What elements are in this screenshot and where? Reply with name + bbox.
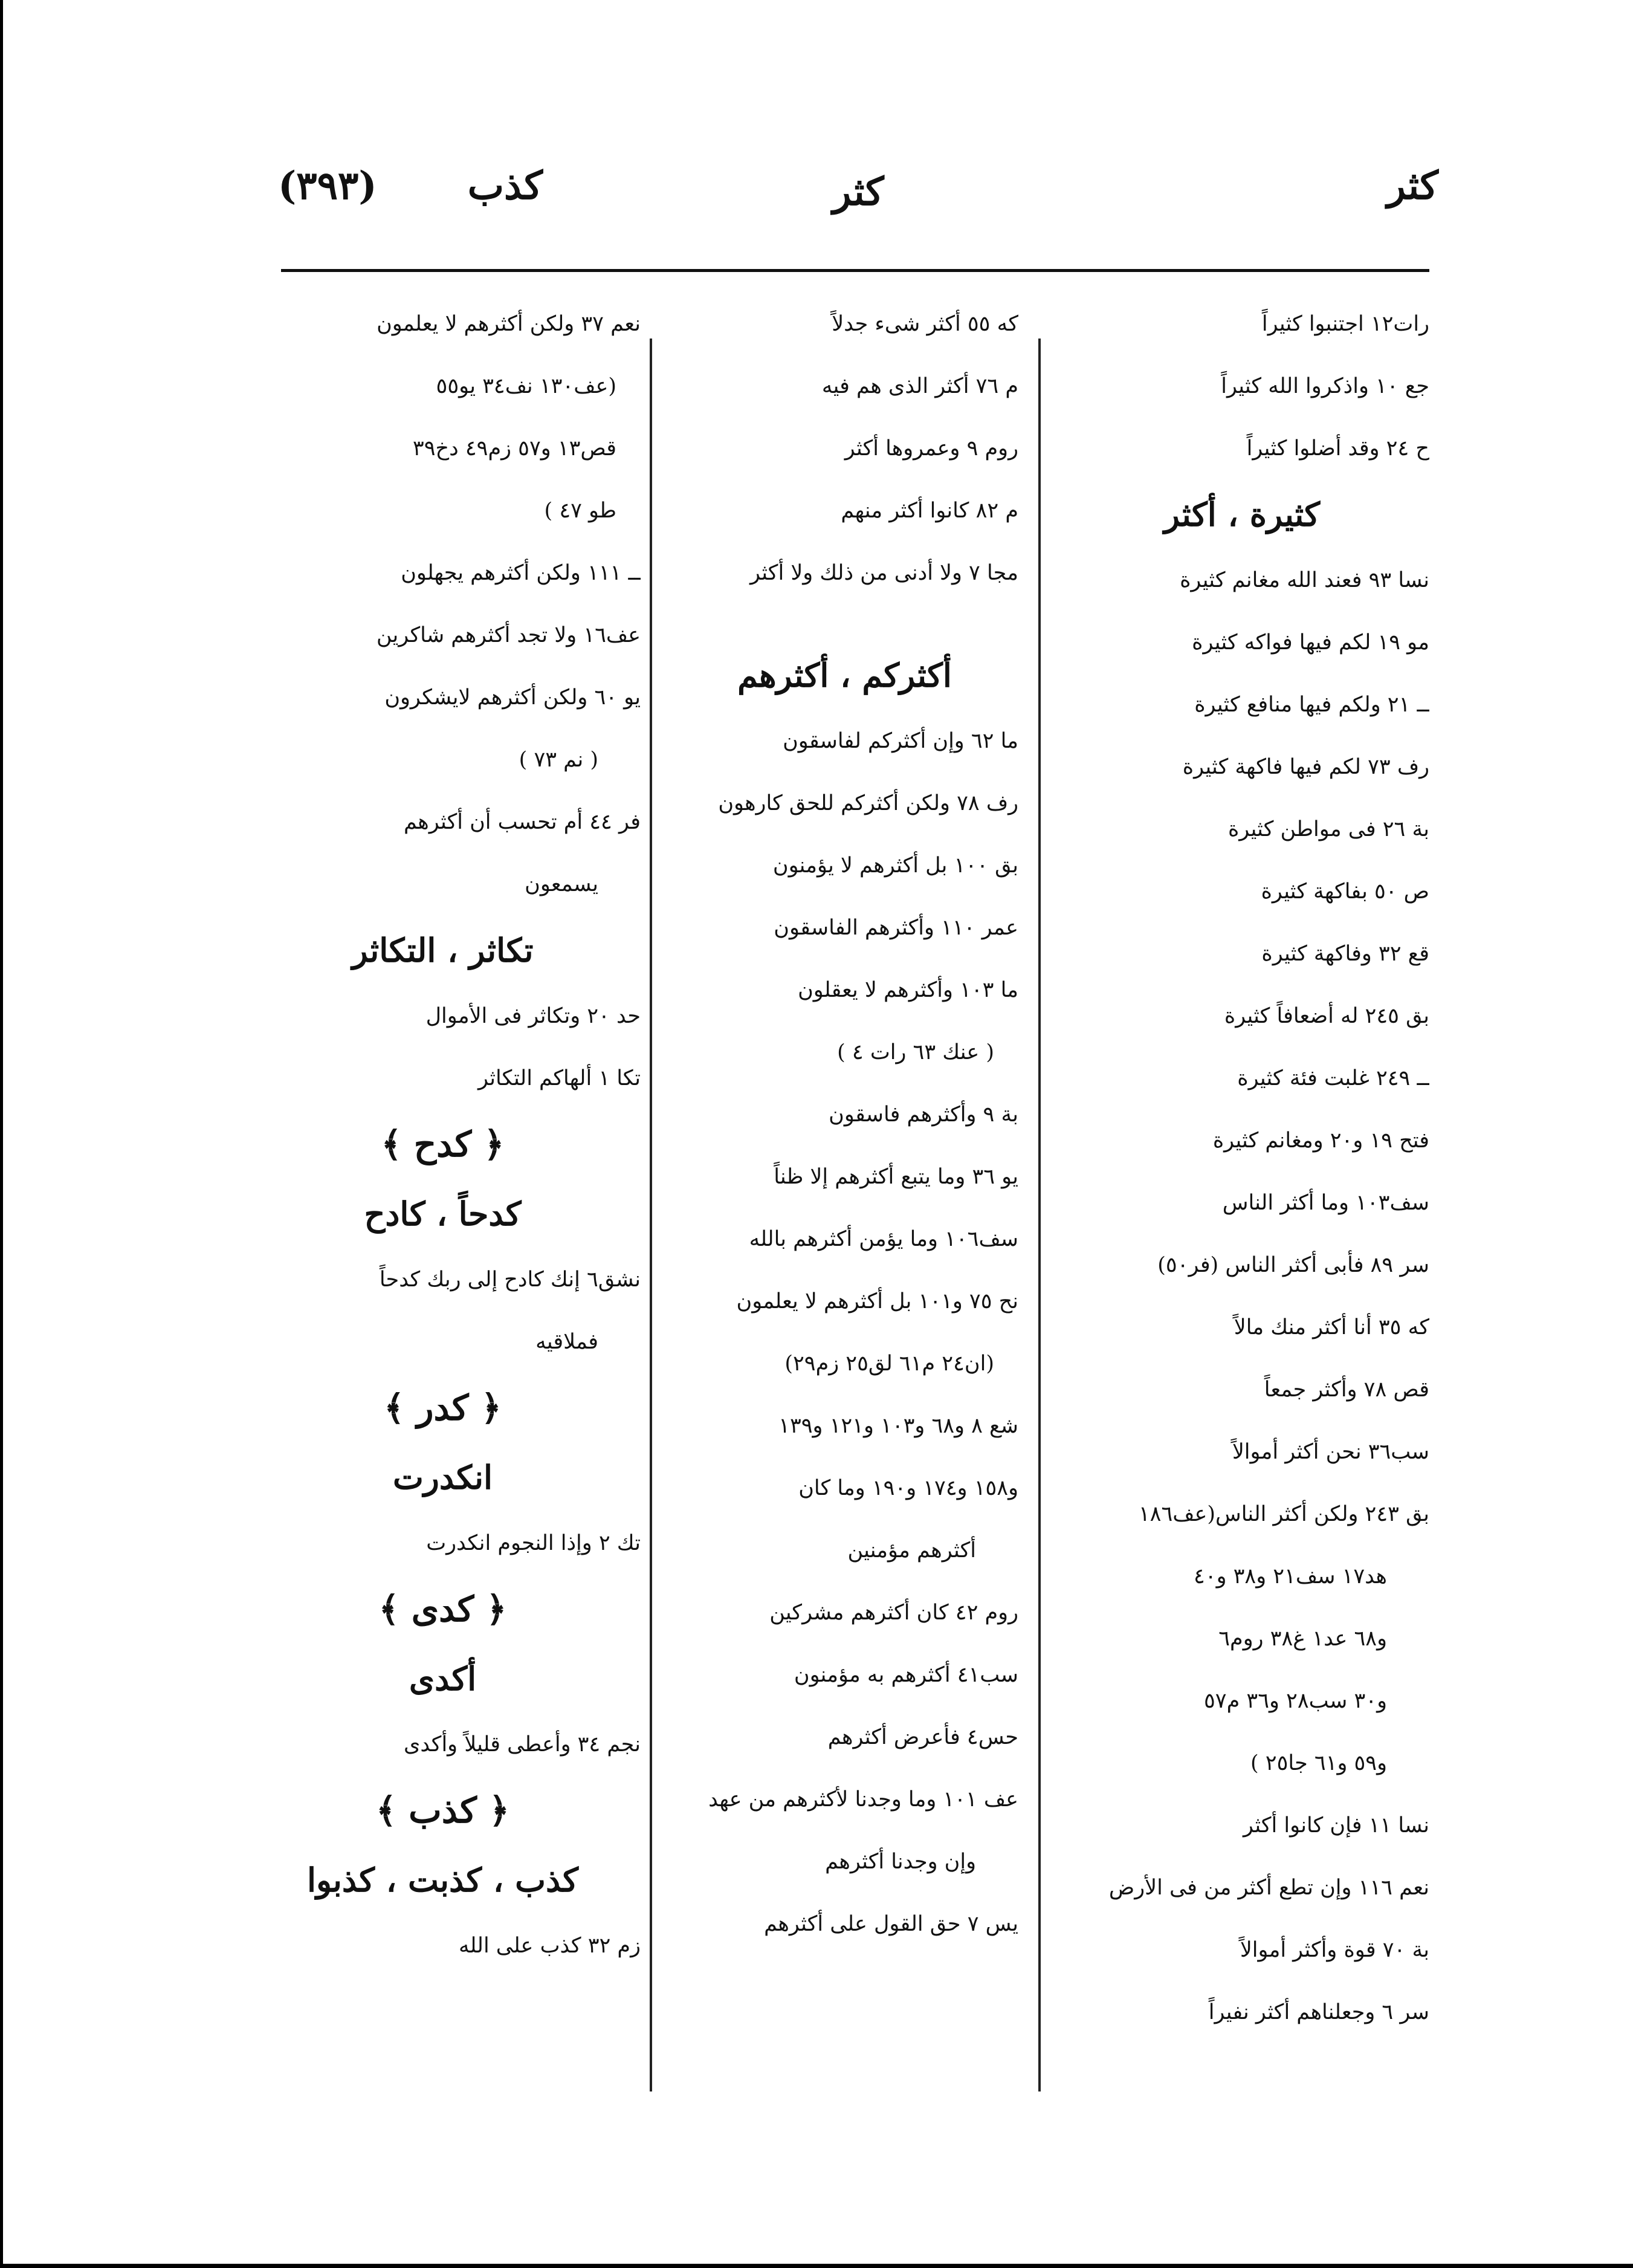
index-entry: نعم ١١٦ وإن تطع أكثر من فى الأرض	[1108, 1876, 1429, 1900]
index-entry: م ٧٦ أكثر الذى هم فيه	[821, 374, 1018, 398]
index-entry: سب٤١ أكثرهم به مؤمنون	[794, 1663, 1018, 1687]
index-entry: ــ ١١١ ولكن أكثرهم يجهلون	[401, 561, 641, 585]
spacer	[671, 604, 1018, 641]
index-entry: رف ٧٨ ولكن أكثركم للحق كارهون	[718, 791, 1018, 815]
index-entry: نسا ١١ فإن كانوا أكثر	[1243, 1813, 1429, 1838]
header-left-keyword: كذب	[467, 163, 543, 209]
index-entry-continuation: قص١٣ و٥٧ زم٤٩ دخ٣٩	[412, 436, 616, 461]
scan-border-left	[0, 0, 3, 2268]
index-entry: قع ٣٢ وفاكهة كثيرة	[1261, 942, 1429, 966]
index-entry-continuation: (ان٢٤ م٦١ لق٢٥ زم٢٩)	[784, 1352, 994, 1376]
index-entry: يو ٣٦ وما يتبع أكثرهم إلا ظناً	[774, 1165, 1018, 1189]
index-entry: كه ٥٥ أكثر شىء جدلاً	[832, 312, 1018, 336]
index-entry: بق ١٠٠ بل أكثرهم لا يؤمنون	[772, 854, 1018, 878]
index-entry: قص ٧٨ وأكثر جمعاً	[1264, 1378, 1429, 1402]
index-entry: نعم ٣٧ ولكن أكثرهم لا يعلمون	[377, 312, 641, 336]
index-entry: تكا ١ ألهاكم التكاثر	[477, 1066, 641, 1090]
index-entry: بة ٩ وأكثرهم فاسقون	[829, 1103, 1018, 1127]
index-entry: بة ٧٠ قوة وأكثر أموالاً	[1240, 1938, 1429, 1962]
column-middle	[671, 293, 1018, 2107]
index-entry-continuation: (عف١٣٠ نف٣٤ يو٥٥	[436, 374, 616, 398]
index-entry: يس ٧ حق القول على أكثرهم	[764, 1912, 1018, 1936]
index-entry: رف ٧٣ لكم فيها فاكهة كثيرة	[1182, 755, 1429, 779]
header-center-keyword: كثر	[832, 169, 884, 215]
index-entry: رات١٢ اجتنبوا كثيراً	[1261, 312, 1429, 336]
index-entry: نح ٧٥ و١٠١ بل أكثرهم لا يعلمون	[736, 1289, 1018, 1314]
index-entry: ص ٥٠ بفاكهة كثيرة	[1261, 880, 1429, 904]
index-entry: ح ٢٤ وقد أضلوا كثيراً	[1246, 436, 1429, 461]
index-entry: ما ١٠٣ وأكثرهم لا يعقلون	[798, 978, 1018, 1002]
index-entry: بة ٢٦ فى مواطن كثيرة	[1227, 817, 1429, 841]
index-entry: مو ١٩ لكم فيها فواكه كثيرة	[1192, 630, 1429, 655]
root-heading: ﴿ كدى ﴾	[378, 1589, 507, 1630]
index-entry: زم ٣٢ كذب على الله	[458, 1934, 641, 1958]
column-divider-left	[650, 339, 652, 2091]
index-entry-continuation: ( نم ٧٣ )	[519, 748, 598, 772]
index-entry: نشق٦ إنك كادح إلى ربك كدحاً	[379, 1268, 641, 1292]
root-heading: ﴿ كذب ﴾	[375, 1790, 509, 1831]
index-entry: عف١٦ ولا تجد أكثرهم شاكرين	[376, 623, 641, 647]
index-entry: سب٣٦ نحن أكثر أموالاً	[1232, 1440, 1429, 1464]
column-right	[1055, 293, 1429, 2107]
header-left-group	[278, 163, 543, 209]
derived-form-heading: كدحاً ، كادح	[364, 1194, 522, 1233]
index-entry: م ٨٢ كانوا أكثر منهم	[841, 499, 1018, 523]
index-entry: يو ٦٠ ولكن أكثرهم لايشكرون	[384, 685, 641, 710]
page-header	[278, 163, 1438, 236]
derived-form-heading: كثيرة ، أكثر	[1163, 495, 1321, 534]
derived-form-heading: انكدرت	[392, 1458, 493, 1497]
index-entry: ما ٦٢ وإن أكثركم لفاسقون	[783, 729, 1018, 753]
index-entry-continuation: و٥٩ و٦١ جا٢٥ )	[1250, 1751, 1387, 1775]
header-right-keyword: كثر	[1386, 163, 1438, 209]
derived-form-heading: تكاثر ، التكاثر	[352, 931, 534, 970]
index-entry-continuation: فملاقيه	[535, 1330, 598, 1354]
index-entry: سر ٦ وجعلناهم أكثر نفيراً	[1208, 2000, 1429, 2024]
page-number: (٣٩٣)	[278, 163, 377, 209]
index-entry: ــ ٢٤٩ غلبت فئة كثيرة	[1237, 1066, 1429, 1090]
index-entry: فر ٤٤ أم تحسب أن أكثرهم	[403, 810, 641, 834]
index-entry-continuation: طو ٤٧ )	[544, 499, 616, 523]
index-entry: حد ٢٠ وتكاثر فى الأموال	[425, 1004, 641, 1028]
index-entry-continuation: و٦٨ عد١ غ٣٨ روم٦	[1218, 1627, 1387, 1651]
index-entry: مجا ٧ ولا أدنى من ذلك ولا أكثر	[749, 561, 1018, 585]
root-heading: ﴿ كدر ﴾	[384, 1387, 502, 1428]
index-entry: بق ٢٤٥ له أضعافاً كثيرة	[1224, 1004, 1429, 1028]
derived-form-heading: كذب ، كذبت ، كذبوا	[306, 1861, 579, 1899]
index-entry: نجم ٣٤ وأعطى قليلاً وأكدى	[404, 1732, 641, 1757]
index-entry: عف ١٠١ وما وجدنا لأكثرهم من عهد	[708, 1787, 1018, 1812]
index-entry: شع ٨ و٦٨ و١٠٣ و١٢١ و١٣٩	[778, 1414, 1018, 1438]
index-entry-continuation: و٣٠ سب٢٨ و٣٦ م٥٧	[1204, 1689, 1387, 1713]
index-entry: فتح ١٩ و٢٠ ومغانم كثيرة	[1212, 1129, 1429, 1153]
index-entry-continuation: يسمعون	[525, 872, 598, 896]
index-entry-continuation: ( عنك ٦٣ رات ٤ )	[837, 1040, 994, 1064]
index-entry: نسا ٩٣ فعند الله مغانم كثيرة	[1180, 568, 1429, 592]
index-entry: ــ ٢١ ولكم فيها منافع كثيرة	[1194, 693, 1429, 717]
index-entry: سف١٠٣ وما أكثر الناس	[1222, 1191, 1429, 1215]
index-entry: كه ٣٥ أنا أكثر منك مالاً	[1234, 1315, 1429, 1340]
scan-border-bottom	[0, 2264, 1633, 2268]
index-entry: سر ٨٩ فأبى أكثر الناس (فر٥٠)	[1157, 1253, 1429, 1277]
index-entry: روم ٩ وعمروها أكثر	[844, 436, 1018, 461]
derived-form-heading: أكدى	[409, 1659, 477, 1698]
index-entry: بق ٢٤٣ ولكن أكثر الناس(عف١٨٦	[1138, 1502, 1429, 1526]
index-entry: حس٤ فأعرض أكثرهم	[827, 1725, 1018, 1749]
index-entry-continuation: وإن وجدنا أكثرهم	[825, 1850, 976, 1874]
column-left	[245, 293, 641, 2107]
derived-form-heading: أكثركم ، أكثرهم	[737, 656, 952, 695]
index-entry: جع ١٠ واذكروا الله كثيراً	[1221, 374, 1429, 398]
index-entry: و١٥٨ و١٧٤ و١٩٠ وما كان	[798, 1476, 1018, 1500]
index-entry: عمر ١١٠ وأكثرهم الفاسقون	[774, 916, 1018, 940]
header-rule	[281, 269, 1429, 272]
index-entry: سف١٠٦ وما يؤمن أكثرهم بالله	[749, 1227, 1018, 1251]
index-entry: روم ٤٢ كان أكثرهم مشركين	[769, 1601, 1018, 1625]
index-entry-continuation: أكثرهم مؤمنين	[847, 1538, 976, 1563]
index-entry-continuation: هد١٧ سف٢١ و٣٨ و٤٠	[1193, 1564, 1387, 1589]
index-entry: تك ٢ وإذا النجوم انكدرت	[426, 1531, 641, 1555]
root-heading: ﴿ كدح ﴾	[381, 1124, 505, 1165]
column-divider-right	[1038, 339, 1041, 2091]
